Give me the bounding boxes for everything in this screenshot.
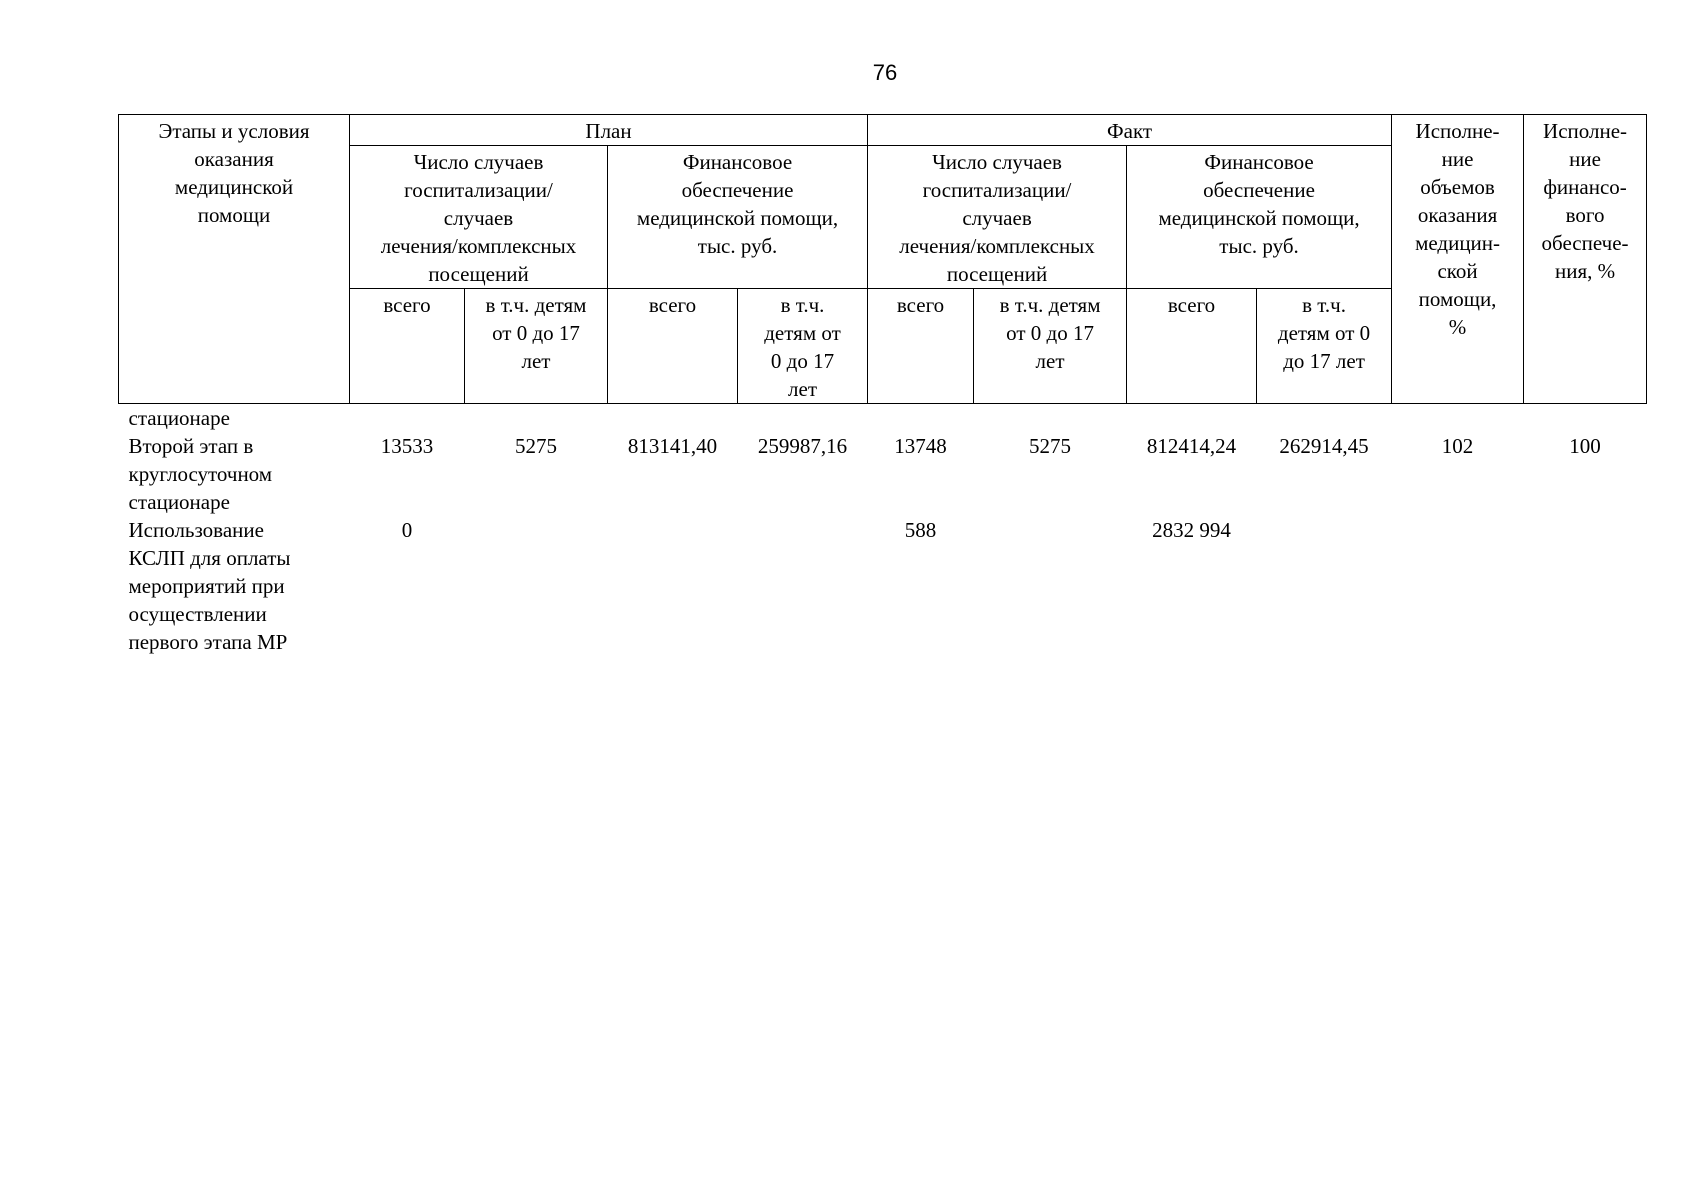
- header-fact-finance-children: в т.ч. детям от 0 до 17 лет: [1257, 289, 1392, 404]
- header-fact: Факт: [868, 115, 1392, 146]
- plan-cases-children-cell: 5275: [515, 434, 557, 458]
- fact-finance-total-cell: 812414,24: [1146, 434, 1237, 458]
- header-fact-cases: Число случаев госпитализации/ случаев лечения/комплексных посещений: [868, 146, 1127, 289]
- plan-cases-total-cell: 13533: [380, 434, 434, 458]
- fact-finance-total-cell: 2832 994: [1152, 518, 1231, 542]
- table-row: [119, 404, 1647, 517]
- header-fact-cases-total: всего: [868, 289, 974, 404]
- fact-finance-children-cell: 262914,45: [1279, 434, 1369, 458]
- row-label: стационаре Второй этап в круглосуточном стационаре: [128, 406, 273, 514]
- plan-cases-children-cell: [465, 516, 608, 656]
- exec-volume-cell: 102: [1441, 434, 1474, 458]
- header-plan-cases: Число случаев госпитализации/ случаев лечения/комплексных посещений: [350, 146, 608, 289]
- plan-finance-total-cell: [608, 516, 738, 656]
- header-plan-finance-children: в т.ч. детям от 0 до 17 лет: [738, 289, 868, 404]
- exec-finance-cell: 100: [1569, 434, 1601, 458]
- plan-finance-children-cell: 259987,16: [757, 434, 848, 458]
- fact-cases-total-cell: 588: [904, 518, 937, 542]
- header-fact-finance: Финансовое обеспечение медицинской помощи, тыс. руб.: [1127, 146, 1392, 289]
- header-plan-cases-children: в т.ч. детям от 0 до 17 лет: [465, 289, 608, 404]
- page-number: 76: [872, 60, 898, 85]
- header-stages: Этапы и условия оказания медицинской помощи: [119, 115, 350, 404]
- header-row-1: [119, 115, 1647, 146]
- header-fact-finance-total: всего: [1127, 289, 1257, 404]
- header-fact-cases-children: в т.ч. детям от 0 до 17 лет: [974, 289, 1127, 404]
- fact-cases-total-cell: 13748: [894, 434, 947, 458]
- header-plan-finance-total: всего: [608, 289, 738, 404]
- row-label: Использование КСЛП для оплаты мероприятий при осуществлении первого этапа МР: [128, 518, 291, 654]
- fact-cases-children-cell: [974, 516, 1127, 656]
- header-plan: План: [350, 115, 868, 146]
- exec-volume-cell: [1392, 516, 1524, 656]
- report-table: [118, 114, 1647, 656]
- exec-finance-cell: [1524, 516, 1647, 656]
- table-row: [119, 516, 1647, 656]
- plan-finance-total-cell: 813141,40: [627, 434, 718, 458]
- plan-cases-total-cell: 0: [401, 518, 413, 542]
- header-plan-cases-total: всего: [350, 289, 465, 404]
- fact-cases-children-cell: 5275: [1029, 434, 1072, 458]
- header-plan-finance: Финансовое обеспечение медицинской помощи, тыс. руб.: [608, 146, 868, 289]
- header-exec-finance: Исполне- ние финансо- вого обеспече- ния, %: [1524, 115, 1647, 404]
- header-exec-volume: Исполне- ние объемов оказания медицин- ской помощи, %: [1392, 115, 1524, 404]
- fact-finance-children-cell: [1257, 516, 1392, 656]
- plan-finance-children-cell: [738, 516, 868, 656]
